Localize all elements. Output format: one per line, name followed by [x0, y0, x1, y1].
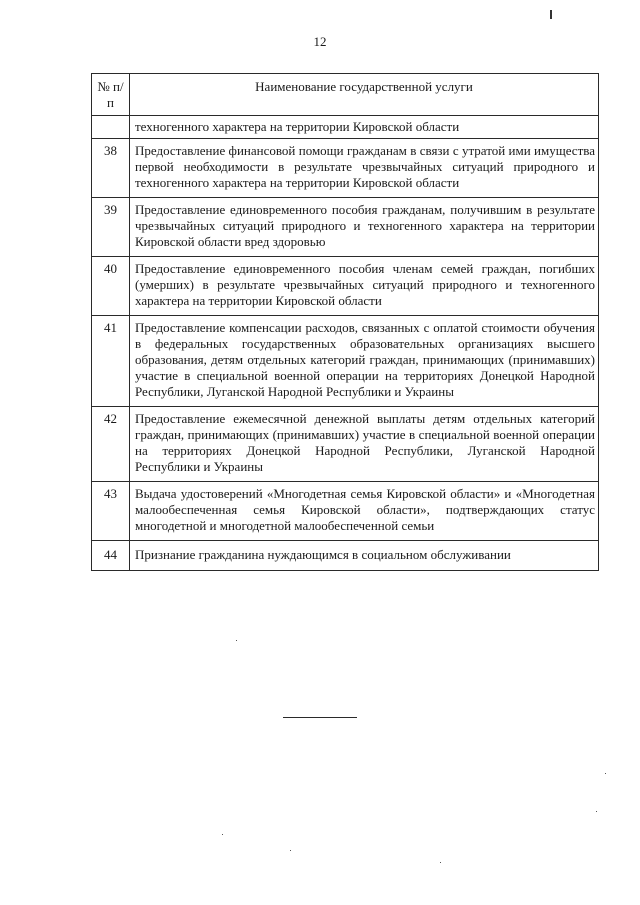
row-service-name: Предоставление ежемесячной денежной выплаты детям отдельных категорий граждан, принимающих (принимавших) участие в специальной военной операции на территориях Донецкой Народной Республики, Луганской Народной Республики и Украины: [130, 407, 599, 482]
services-table: [91, 73, 599, 571]
row-service-name: Предоставление единовременного пособия гражданам, получившим в результате чрезвычайных ситуаций природного и техногенного характера на территории Кировской области вред здоровью: [130, 198, 599, 257]
row-service-name: Выдача удостоверений «Многодетная семья Кировской области» и «Многодетная малообеспеченная семья Кировской области», подтверждающих статус многодетной и многодетной малообеспеченной семьи: [130, 482, 599, 541]
table-row: [92, 316, 599, 407]
table-row: [92, 407, 599, 482]
row-number: [92, 116, 130, 139]
row-service-name: Предоставление компенсации расходов, связанных с оплатой стоимости обучения в федеральных государственных образовательных организациях высшего образования, детям отдельных категорий граждан, принимающих (принимавших) участие в специальной военной операции на территориях Донецкой Народной Республики, Луганской Народной Республики и Украины: [130, 316, 599, 407]
row-number: 43: [92, 482, 130, 541]
table-row: [92, 198, 599, 257]
table-row: [92, 482, 599, 541]
row-service-name: техногенного характера на территории Кировской области: [130, 116, 599, 139]
row-number: 42: [92, 407, 130, 482]
scan-speck: [290, 850, 291, 851]
row-service-name: Признание гражданина нуждающимся в социальном обслуживании: [130, 541, 599, 571]
row-number: 40: [92, 257, 130, 316]
scan-speck: [440, 862, 441, 863]
scan-speck: [222, 834, 223, 835]
scan-mark: [550, 10, 552, 19]
header-service-name: Наименование государственной услуги: [130, 74, 599, 116]
row-number: 39: [92, 198, 130, 257]
table-row-continuation: [92, 116, 599, 139]
closing-separator-line: [283, 717, 357, 718]
header-number: № п/п: [92, 74, 130, 116]
table-row: [92, 139, 599, 198]
scan-speck: [596, 811, 597, 812]
row-number: 38: [92, 139, 130, 198]
row-service-name: Предоставление единовременного пособия членам семей граждан, погибших (умерших) в результате чрезвычайных ситуаций природного и техногенного характера на территории Кировской области: [130, 257, 599, 316]
row-number: 44: [92, 541, 130, 571]
row-number: 41: [92, 316, 130, 407]
row-service-name: Предоставление финансовой помощи гражданам в связи с утратой ими имущества первой необходимости в результате чрезвычайных ситуаций природного и техногенного характера на территории Кировской области: [130, 139, 599, 198]
table-row: [92, 541, 599, 571]
scan-speck: [605, 773, 606, 774]
page-number: 12: [313, 34, 327, 49]
table-header-row: [92, 74, 599, 116]
table-row: [92, 257, 599, 316]
scan-speck: [236, 640, 237, 641]
